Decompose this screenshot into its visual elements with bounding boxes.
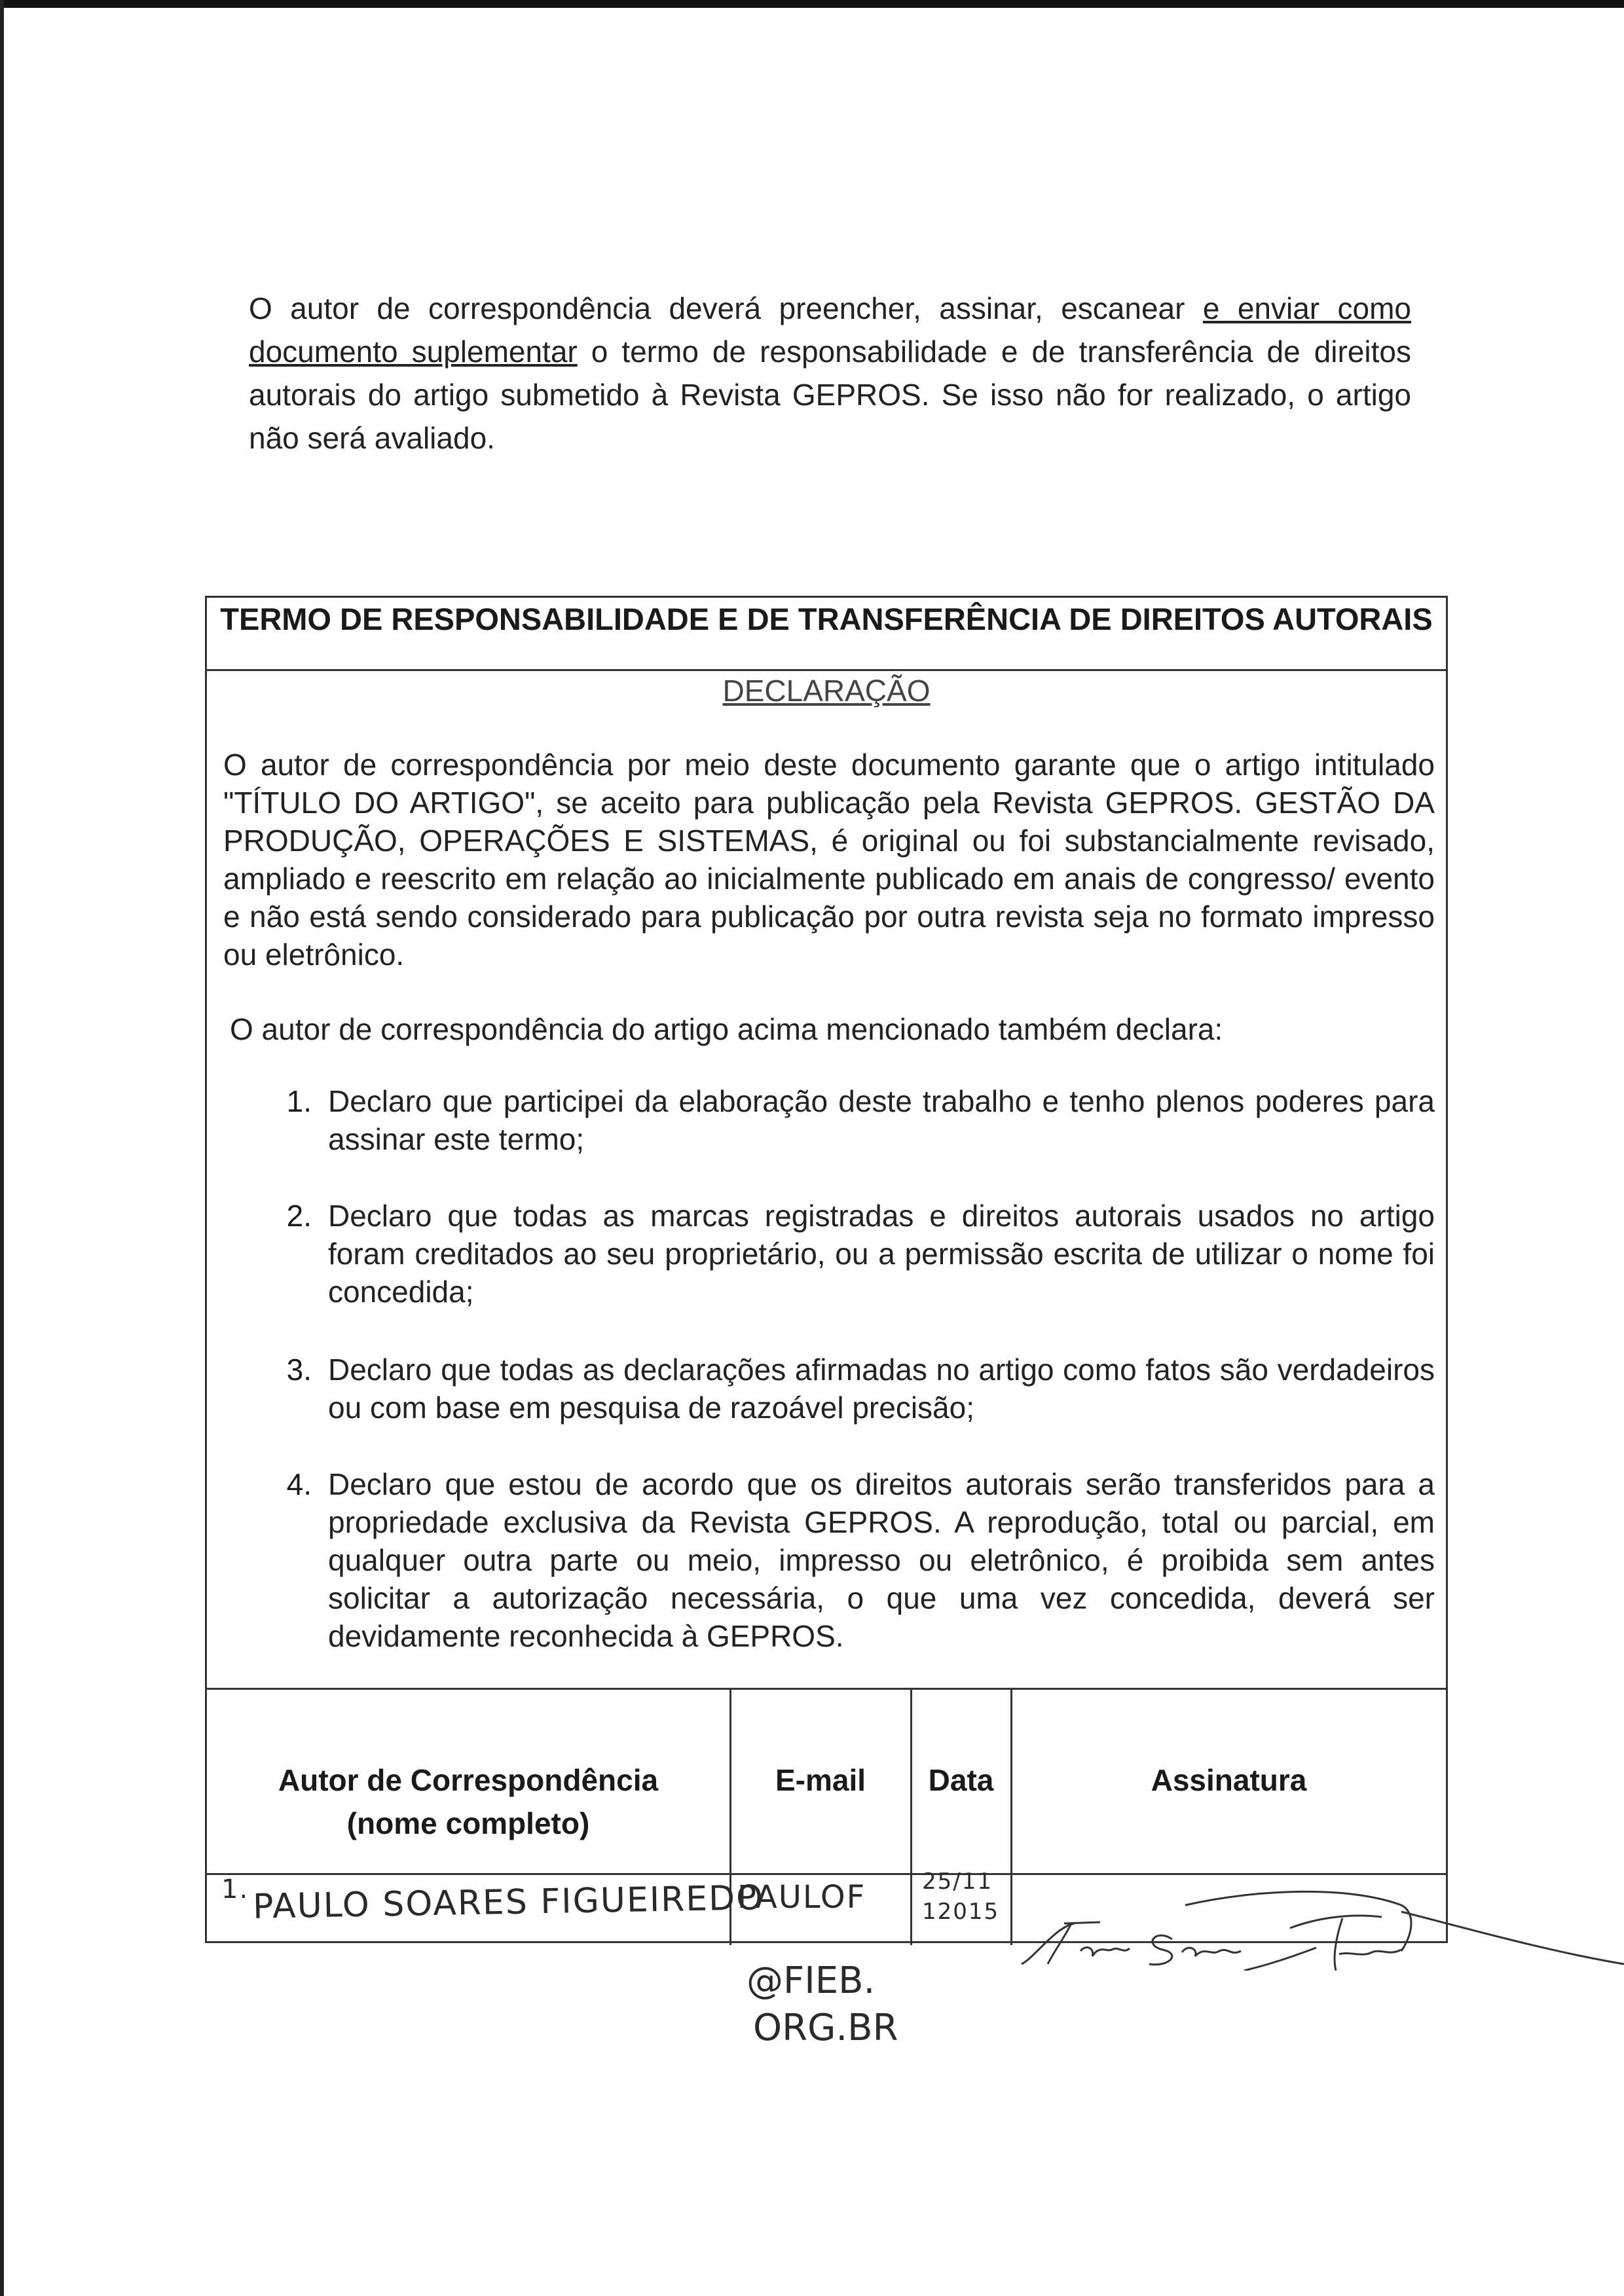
declaration-intro-line: O autor de correspondência do artigo acima mencionado também declara: <box>230 1012 1223 1046</box>
intro-text-1: O autor de correspondência deverá preencher, assinar, escanear <box>249 291 1203 325</box>
row-number: 1. <box>221 1874 249 1904</box>
list-item-number: 2. <box>286 1199 312 1233</box>
header-author-line1: Autor de Correspondência <box>278 1763 659 1797</box>
list-item-number: 3. <box>286 1353 312 1387</box>
handwritten-signature <box>1008 1866 1624 1971</box>
scan-edge-left <box>0 0 4 2296</box>
handwritten-date-line1: 25/11 <box>922 1868 993 1895</box>
declaration-box <box>205 596 1448 1943</box>
intro-text-2: o termo de responsabilidade e de transferência de direitos autorais do artigo submetido à Revista GEPROS. Se isso não for realizado, o artigo não será avaliado. <box>249 335 1411 455</box>
table-col-border <box>910 1873 912 1945</box>
header-author <box>207 1758 729 1845</box>
header-signature: Assinatura <box>1151 1763 1307 1797</box>
table-top-border <box>207 1688 1446 1690</box>
intro-underlined-text: e enviar como documento suplementar <box>249 291 1411 369</box>
declaration-paragraph: O autor de correspondência por meio deste documento garante que o artigo intitulado "TÍTULO DO ARTIGO", se aceito para publicação pela Revista GEPROS. GESTÃO DA PRODUÇÃO, OPERAÇÕES E SISTEMAS, é original ou foi substancialmente revisado, ampliado e reescrito em relação ao inicialmente publicado em anais de congresso/ evento e não está sendo considerado para publicação por outra revista seja no formato impresso ou eletrônico. <box>223 748 1435 972</box>
box-subtitle: DECLARAÇÃO <box>722 674 931 708</box>
scan-edge-top <box>0 0 1624 8</box>
list-item-number: 4. <box>286 1467 312 1501</box>
header-author-line2: (nome completo) <box>346 1806 590 1840</box>
list-item-text: Declaro que todas as marcas registradas e direitos autorais usados no artigo foram creditados ao seu proprietário, ou a permissão escrita de utilizar o nome foi concedida; <box>328 1199 1435 1309</box>
intro-paragraph <box>249 287 1411 460</box>
handwritten-email-continuation <box>747 1958 898 2052</box>
handwritten-date-line2: 12015 <box>922 1899 1000 1925</box>
header-email: E-mail <box>775 1763 866 1797</box>
list-item-number: 1. <box>286 1084 312 1118</box>
handwritten-email: PAULOF <box>737 1879 866 1916</box>
email-continuation-line1: @FIEB. <box>747 1959 876 2002</box>
email-continuation-line2: ORG.BR <box>753 2007 898 2049</box>
list-item-text: Declaro que todas as declarações afirmadas no artigo como fatos são verdadeiros ou com base em pesquisa de razoável precisão; <box>328 1353 1435 1425</box>
box-title: TERMO DE RESPONSABILIDADE E DE TRANSFERÊNCIA DE DIREITOS AUTORAIS <box>207 598 1446 671</box>
list-item-text: Declaro que participei da elaboração deste trabalho e tenho plenos poderes para assinar este termo; <box>328 1084 1435 1156</box>
header-date: Data <box>928 1763 994 1797</box>
handwritten-author-name: PAULO SOARES FIGUEIREDO <box>252 1878 765 1927</box>
list-item-text: Declaro que estou de acordo que os direitos autorais serão transferidos para a propriedade exclusiva da Revista GEPROS. A reprodução, total ou parcial, em qualquer outra parte ou meio, impresso ou eletrônico, é proibida sem antes solicitar a autorização necessária, o que uma vez concedida, deverá ser devidamente reconhecida à GEPROS. <box>328 1467 1435 1653</box>
